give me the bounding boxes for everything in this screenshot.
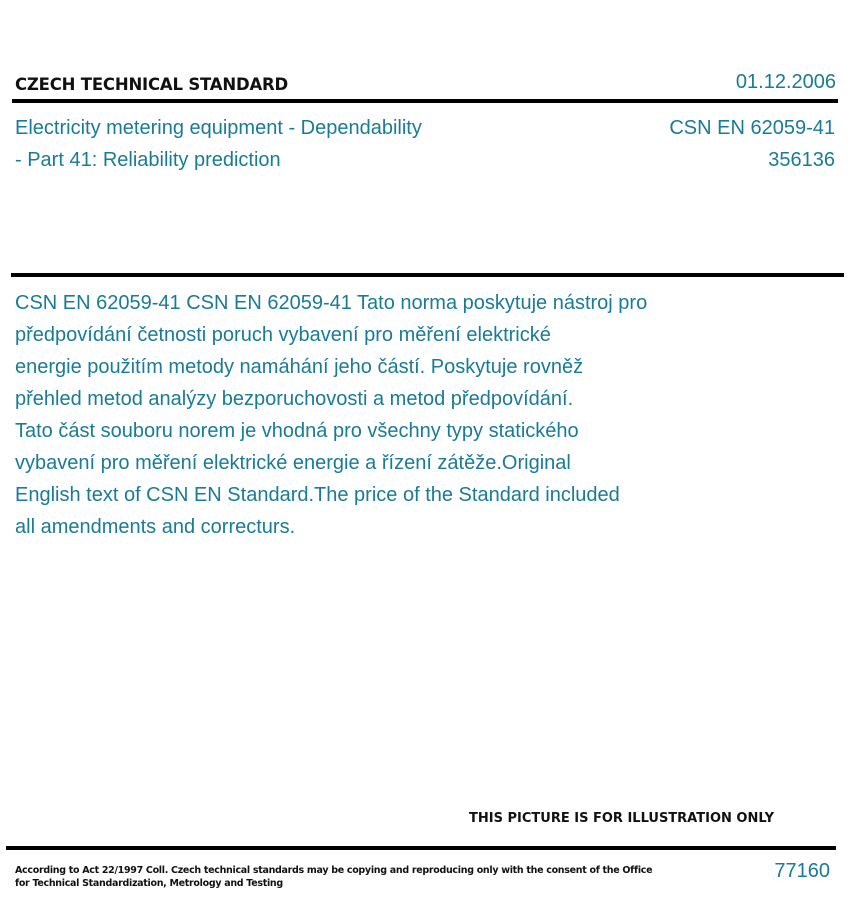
publication-date: 01.12.2006	[735, 71, 836, 93]
standard-code: CSN EN 62059-41	[669, 117, 835, 139]
abstract-line: přehled metod analýzy bezporuchovosti a metod předpovídání.	[15, 388, 574, 410]
title-divider	[11, 273, 844, 277]
legal-notice-line: for Technical Standardization, Metrology and Testing	[15, 878, 283, 889]
abstract-line: předpovídání četnosti poruch vybavení pro měření elektrické	[15, 324, 551, 346]
document-type-heading: CZECH TECHNICAL STANDARD	[15, 75, 289, 94]
footer-divider	[6, 846, 836, 850]
standard-title-line-2: - Part 41: Reliability prediction	[15, 149, 281, 171]
illustration-disclaimer: THIS PICTURE IS FOR ILLUSTRATION ONLY	[469, 811, 774, 826]
legal-notice	[15, 864, 653, 890]
product-id: 77160	[774, 860, 830, 882]
classification-number: 356136	[768, 149, 835, 171]
abstract-line: CSN EN 62059-41 CSN EN 62059-41 Tato norma poskytuje nástroj pro	[15, 292, 648, 314]
abstract-line: vybavení pro měření elektrické energie a řízení zátěže.Original	[15, 452, 571, 474]
abstract-line: English text of CSN EN Standard.The price of the Standard included	[15, 484, 620, 506]
standard-title-line-1: Electricity metering equipment - Dependability	[15, 117, 422, 139]
abstract-text	[15, 287, 730, 543]
abstract-line: Tato část souboru norem je vhodná pro všechny typy statického	[15, 420, 579, 442]
abstract-line: all amendments and correcturs.	[15, 516, 296, 538]
abstract-line: energie použitím metody namáhání jeho částí. Poskytuje rovněž	[15, 356, 584, 378]
legal-notice-line: According to Act 22/1997 Coll. Czech technical standards may be copying and reproducing only with the consent of the Office	[15, 865, 653, 876]
header-divider	[12, 99, 838, 103]
